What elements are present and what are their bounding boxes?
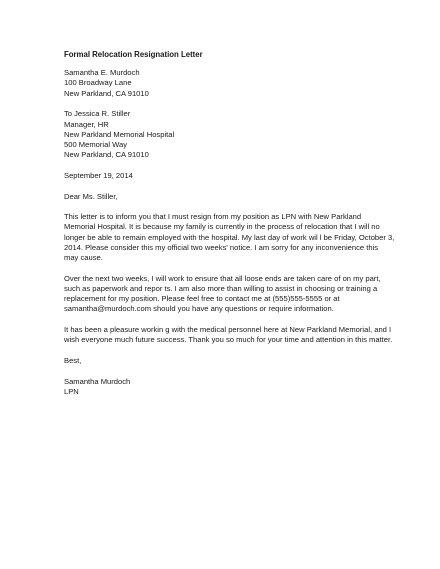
body-paragraph-3 — [64, 325, 394, 345]
paragraph-line: replacement for my position. Please feel free to contact me at (555)555-5555 or at — [64, 294, 340, 304]
letter-title: Formal Relocation Resignation Letter — [64, 50, 203, 59]
paragraph-line: wish everyone much future success. Thank you so much for your time and attention in this matter. — [64, 335, 393, 345]
paragraph-line: samantha@murdoch.com should you have any questions or require information. — [64, 304, 334, 314]
paragraph-line: may cause. — [64, 253, 103, 263]
paragraph-line: 2014. Please consider this my official two weeks' notice. I am sorry for any inconvenience this — [64, 242, 379, 252]
salutation: Dear Ms. Stiller, — [64, 191, 118, 201]
letter-page — [64, 50, 394, 408]
recipient-title: Manager, HR — [64, 119, 109, 129]
signature — [64, 377, 394, 397]
recipient-city: New Parkland, CA 91010 — [64, 150, 149, 160]
recipient-name: To Jessica R. Stiller — [64, 109, 131, 119]
letter-date: September 19, 2014 — [64, 170, 133, 180]
body-paragraph-1 — [64, 212, 394, 263]
sender-city: New Parkland, CA 91010 — [64, 88, 149, 98]
closing: Best, — [64, 355, 82, 365]
body-paragraph-2 — [64, 274, 394, 315]
sender-address — [64, 68, 394, 99]
paragraph-line: This letter is to inform you that I must resign from my position as LPN with New Parkland — [64, 212, 362, 222]
recipient-organization: New Parkland Memorial Hospital — [64, 129, 175, 139]
signature-name: Samantha Murdoch — [64, 376, 131, 386]
paragraph-line: Memorial Hospital. It is because my family is currently in the process of relocation that I will no — [64, 222, 380, 232]
recipient-street: 500 Memorial Way — [64, 139, 128, 149]
sender-name: Samantha E. Murdoch — [64, 68, 140, 78]
signature-title: LPN — [64, 386, 79, 396]
recipient-address — [64, 109, 394, 160]
paragraph-line: longer be able to remain employed with the hospital. My last day of work wil l be Friday, October 3, — [64, 232, 395, 242]
paragraph-line: Over the next two weeks, I will work to ensure that all loose ends are taken care of on my part, — [64, 273, 381, 283]
paragraph-line: It has been a pleasure workin g with the medical personnel here at New Parkland Memorial, and I — [64, 325, 392, 335]
paragraph-line: such as paperwork and repor ts. I am also more than willing to assist in choosing or training a — [64, 283, 378, 293]
sender-street: 100 Broadway Lane — [64, 78, 132, 88]
